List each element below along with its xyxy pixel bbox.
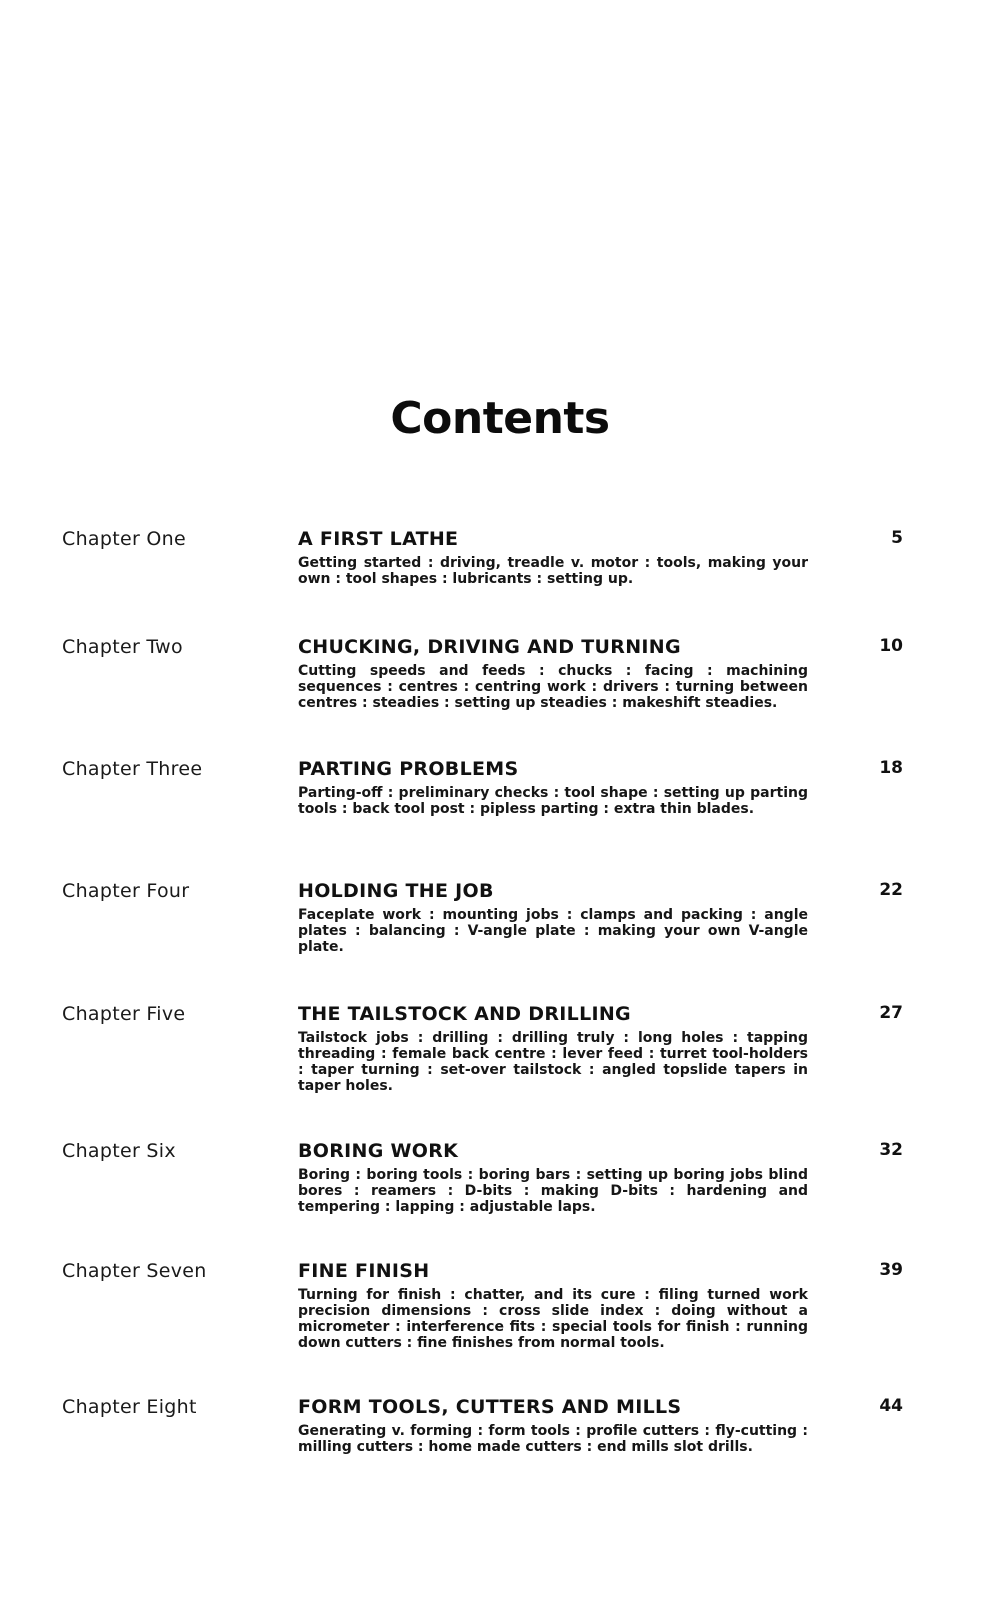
chapter-page-number: 18 [879, 758, 903, 778]
chapter-page-number: 5 [891, 528, 903, 548]
chapter-label: Chapter Eight [62, 1396, 197, 1418]
chapter-page-number: 32 [879, 1140, 903, 1160]
chapter-description: Cutting speeds and feeds : chucks : facing : machining sequences : centres : centring work : drivers : turning between centres : steadies : setting up steadies : makeshift steadies. [298, 663, 808, 711]
chapter-label: Chapter Two [62, 636, 183, 658]
chapter-title: PARTING PROBLEMS [298, 758, 519, 780]
chapter-title: FINE FINISH [298, 1260, 430, 1282]
chapter-label: Chapter Three [62, 758, 203, 780]
chapter-label: Chapter Six [62, 1140, 176, 1162]
page-title: Contents [390, 393, 610, 444]
chapter-title: THE TAILSTOCK AND DRILLING [298, 1003, 631, 1025]
chapter-page-number: 10 [879, 636, 903, 656]
chapter-label: Chapter Four [62, 880, 190, 902]
chapter-description: Generating v. forming : form tools : profile cutters : fly-cutting : milling cutters : home made cutters : end mills slot drills. [298, 1423, 808, 1455]
chapter-page-number: 44 [879, 1396, 903, 1416]
chapter-description: Faceplate work : mounting jobs : clamps and packing : angle plates : balancing : V-angle plate : making your own V-angle plate. [298, 907, 808, 955]
chapter-title: A FIRST LATHE [298, 528, 459, 550]
chapter-page-number: 22 [879, 880, 903, 900]
chapter-label: Chapter Five [62, 1003, 186, 1025]
chapter-page-number: 27 [879, 1003, 903, 1023]
chapter-description: Turning for finish : chatter, and its cure : filing turned work precision dimensions : cross slide index : doing without a micrometer : interference fits : special tools for finish : running down cutters : fine finishes from normal tools. [298, 1287, 808, 1351]
chapter-description: Boring : boring tools : boring bars : setting up boring jobs blind bores : reamers : D-bits : making D-bits : hardening and tempering : lapping : adjustable laps. [298, 1167, 808, 1215]
chapter-label: Chapter One [62, 528, 186, 550]
chapter-page-number: 39 [879, 1260, 903, 1280]
chapter-title: BORING WORK [298, 1140, 459, 1162]
chapter-description: Getting started : driving, treadle v. motor : tools, making your own : tool shapes : lubricants : setting up. [298, 555, 808, 587]
chapter-label: Chapter Seven [62, 1260, 207, 1282]
chapter-description: Tailstock jobs : drilling : drilling truly : long holes : tapping threading : female back centre : lever feed : turret tool-holders : taper turning : set-over tailstock : angled topslide tapers in taper holes. [298, 1030, 808, 1094]
chapter-title: HOLDING THE JOB [298, 880, 494, 902]
chapter-title: FORM TOOLS, CUTTERS AND MILLS [298, 1396, 682, 1418]
chapter-title: CHUCKING, DRIVING AND TURNING [298, 636, 681, 658]
chapter-description: Parting-off : preliminary checks : tool shape : setting up parting tools : back tool post : pipless parting : extra thin blades. [298, 785, 808, 817]
